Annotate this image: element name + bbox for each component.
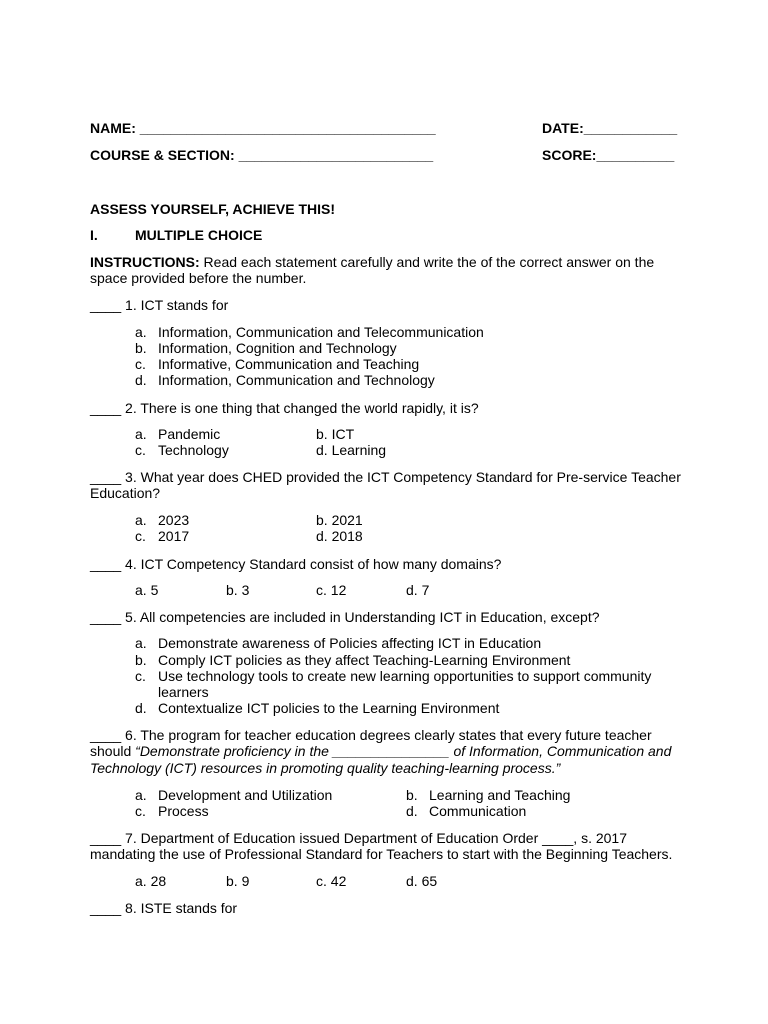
q1-option-d: Information, Communication and Technology — [158, 372, 435, 388]
q5-option-c-continued: learners — [158, 684, 209, 700]
q5-option-d: Contextualize ICT policies to the Learning Environment — [158, 700, 500, 716]
question-6-stem-line3: Technology (ICT) resources in promoting quality teaching-learning process.” — [90, 760, 561, 776]
question-3-stem: ____ 3. What year does CHED provided the ICT Competency Standard for Pre-service Teacher — [90, 469, 681, 485]
course-section-field[interactable]: COURSE & SECTION: _________________________ — [90, 147, 434, 163]
question-7-stem-continued: mandating the use of Professional Standard for Teachers to start with the Beginning Teachers. — [90, 846, 673, 862]
q3-option-a: 2023 — [158, 512, 190, 528]
q4-option-b: b. 3 — [226, 582, 250, 598]
instructions-text: Read each statement carefully and write the of the correct answer on the — [199, 254, 655, 270]
q3-option-a-letter: a. — [135, 512, 147, 528]
q7-option-d: d. 65 — [406, 873, 438, 889]
q5-option-a: Demonstrate awareness of Policies affecting ICT in Education — [158, 635, 542, 651]
q5-option-b-letter: b. — [135, 652, 147, 668]
q6-option-d: Communication — [429, 803, 527, 819]
q6-option-b: Learning and Teaching — [429, 787, 571, 803]
question-1-stem: ____ 1. ICT stands for — [90, 297, 229, 313]
q6-option-a-letter: a. — [135, 787, 147, 803]
section-title: MULTIPLE CHOICE — [135, 227, 263, 243]
question-6-stem: ____ 6. The program for teacher education degrees clearly states that every future teacher — [90, 727, 652, 743]
q6-should-text: should — [90, 743, 136, 759]
q1-option-a: Information, Communication and Telecommunication — [158, 324, 484, 340]
q2-option-c-letter: c. — [135, 442, 146, 458]
name-field[interactable]: NAME: ______________________________________ — [90, 120, 436, 136]
q6-option-c: Process — [158, 803, 209, 819]
question-2-stem: ____ 2. There is one thing that changed the world rapidly, it is? — [90, 400, 479, 416]
q6-option-d-letter: d. — [406, 803, 418, 819]
q1-option-a-letter: a. — [135, 324, 147, 340]
q3-option-c-letter: c. — [135, 528, 146, 544]
q4-option-a: a. 5 — [135, 582, 159, 598]
instructions-label: INSTRUCTIONS: — [90, 254, 200, 270]
q3-option-d: d. 2018 — [316, 528, 363, 544]
q3-option-c: 2017 — [158, 528, 190, 544]
q6-option-b-letter: b. — [406, 787, 418, 803]
q7-option-c: c. 42 — [316, 873, 347, 889]
instructions-text-continued: space provided before the number. — [90, 270, 307, 286]
question-7-stem: ____ 7. Department of Education issued Department of Education Order ____, s. 2017 — [90, 830, 627, 846]
q5-option-b: Comply ICT policies as they affect Teaching-Learning Environment — [158, 652, 571, 668]
q5-option-d-letter: d. — [135, 700, 147, 716]
q1-option-c-letter: c. — [135, 356, 146, 372]
date-field[interactable]: DATE:____________ — [542, 120, 678, 136]
q7-option-b: b. 9 — [226, 873, 250, 889]
question-3-stem-continued: Education? — [90, 485, 161, 501]
q6-option-c-letter: c. — [135, 803, 146, 819]
q1-option-b-letter: b. — [135, 340, 147, 356]
q1-option-d-letter: d. — [135, 372, 147, 388]
q2-option-a: Pandemic — [158, 426, 221, 442]
question-4-stem: ____ 4. ICT Competency Standard consist of how many domains? — [90, 556, 502, 572]
question-5-stem: ____ 5. All competencies are included in Understanding ICT in Education, except? — [90, 609, 600, 625]
q6-quote-text: “Demonstrate proficiency in the _______________ of Information, Communication and — [135, 743, 672, 759]
question-6-stem-line2 — [90, 743, 671, 759]
q1-option-c: Informative, Communication and Teaching — [158, 356, 420, 372]
section-number: I. — [90, 227, 98, 243]
question-8-stem: ____ 8. ISTE stands for — [90, 900, 238, 916]
q2-option-d: d. Learning — [316, 442, 387, 458]
q6-option-a: Development and Utilization — [158, 787, 333, 803]
q3-option-b: b. 2021 — [316, 512, 363, 528]
q4-option-d: d. 7 — [406, 582, 430, 598]
q4-option-c: c. 12 — [316, 582, 347, 598]
q2-option-c: Technology — [158, 442, 229, 458]
q2-option-a-letter: a. — [135, 426, 147, 442]
q5-option-a-letter: a. — [135, 635, 147, 651]
q7-option-a: a. 28 — [135, 873, 167, 889]
q1-option-b: Information, Cognition and Technology — [158, 340, 397, 356]
q2-option-b: b. ICT — [316, 426, 355, 442]
instructions — [90, 254, 654, 270]
page-heading: ASSESS YOURSELF, ACHIEVE THIS! — [90, 201, 336, 217]
q5-option-c: Use technology tools to create new learning opportunities to support community — [158, 668, 652, 684]
q5-option-c-letter: c. — [135, 668, 146, 684]
score-field[interactable]: SCORE:__________ — [542, 147, 675, 163]
